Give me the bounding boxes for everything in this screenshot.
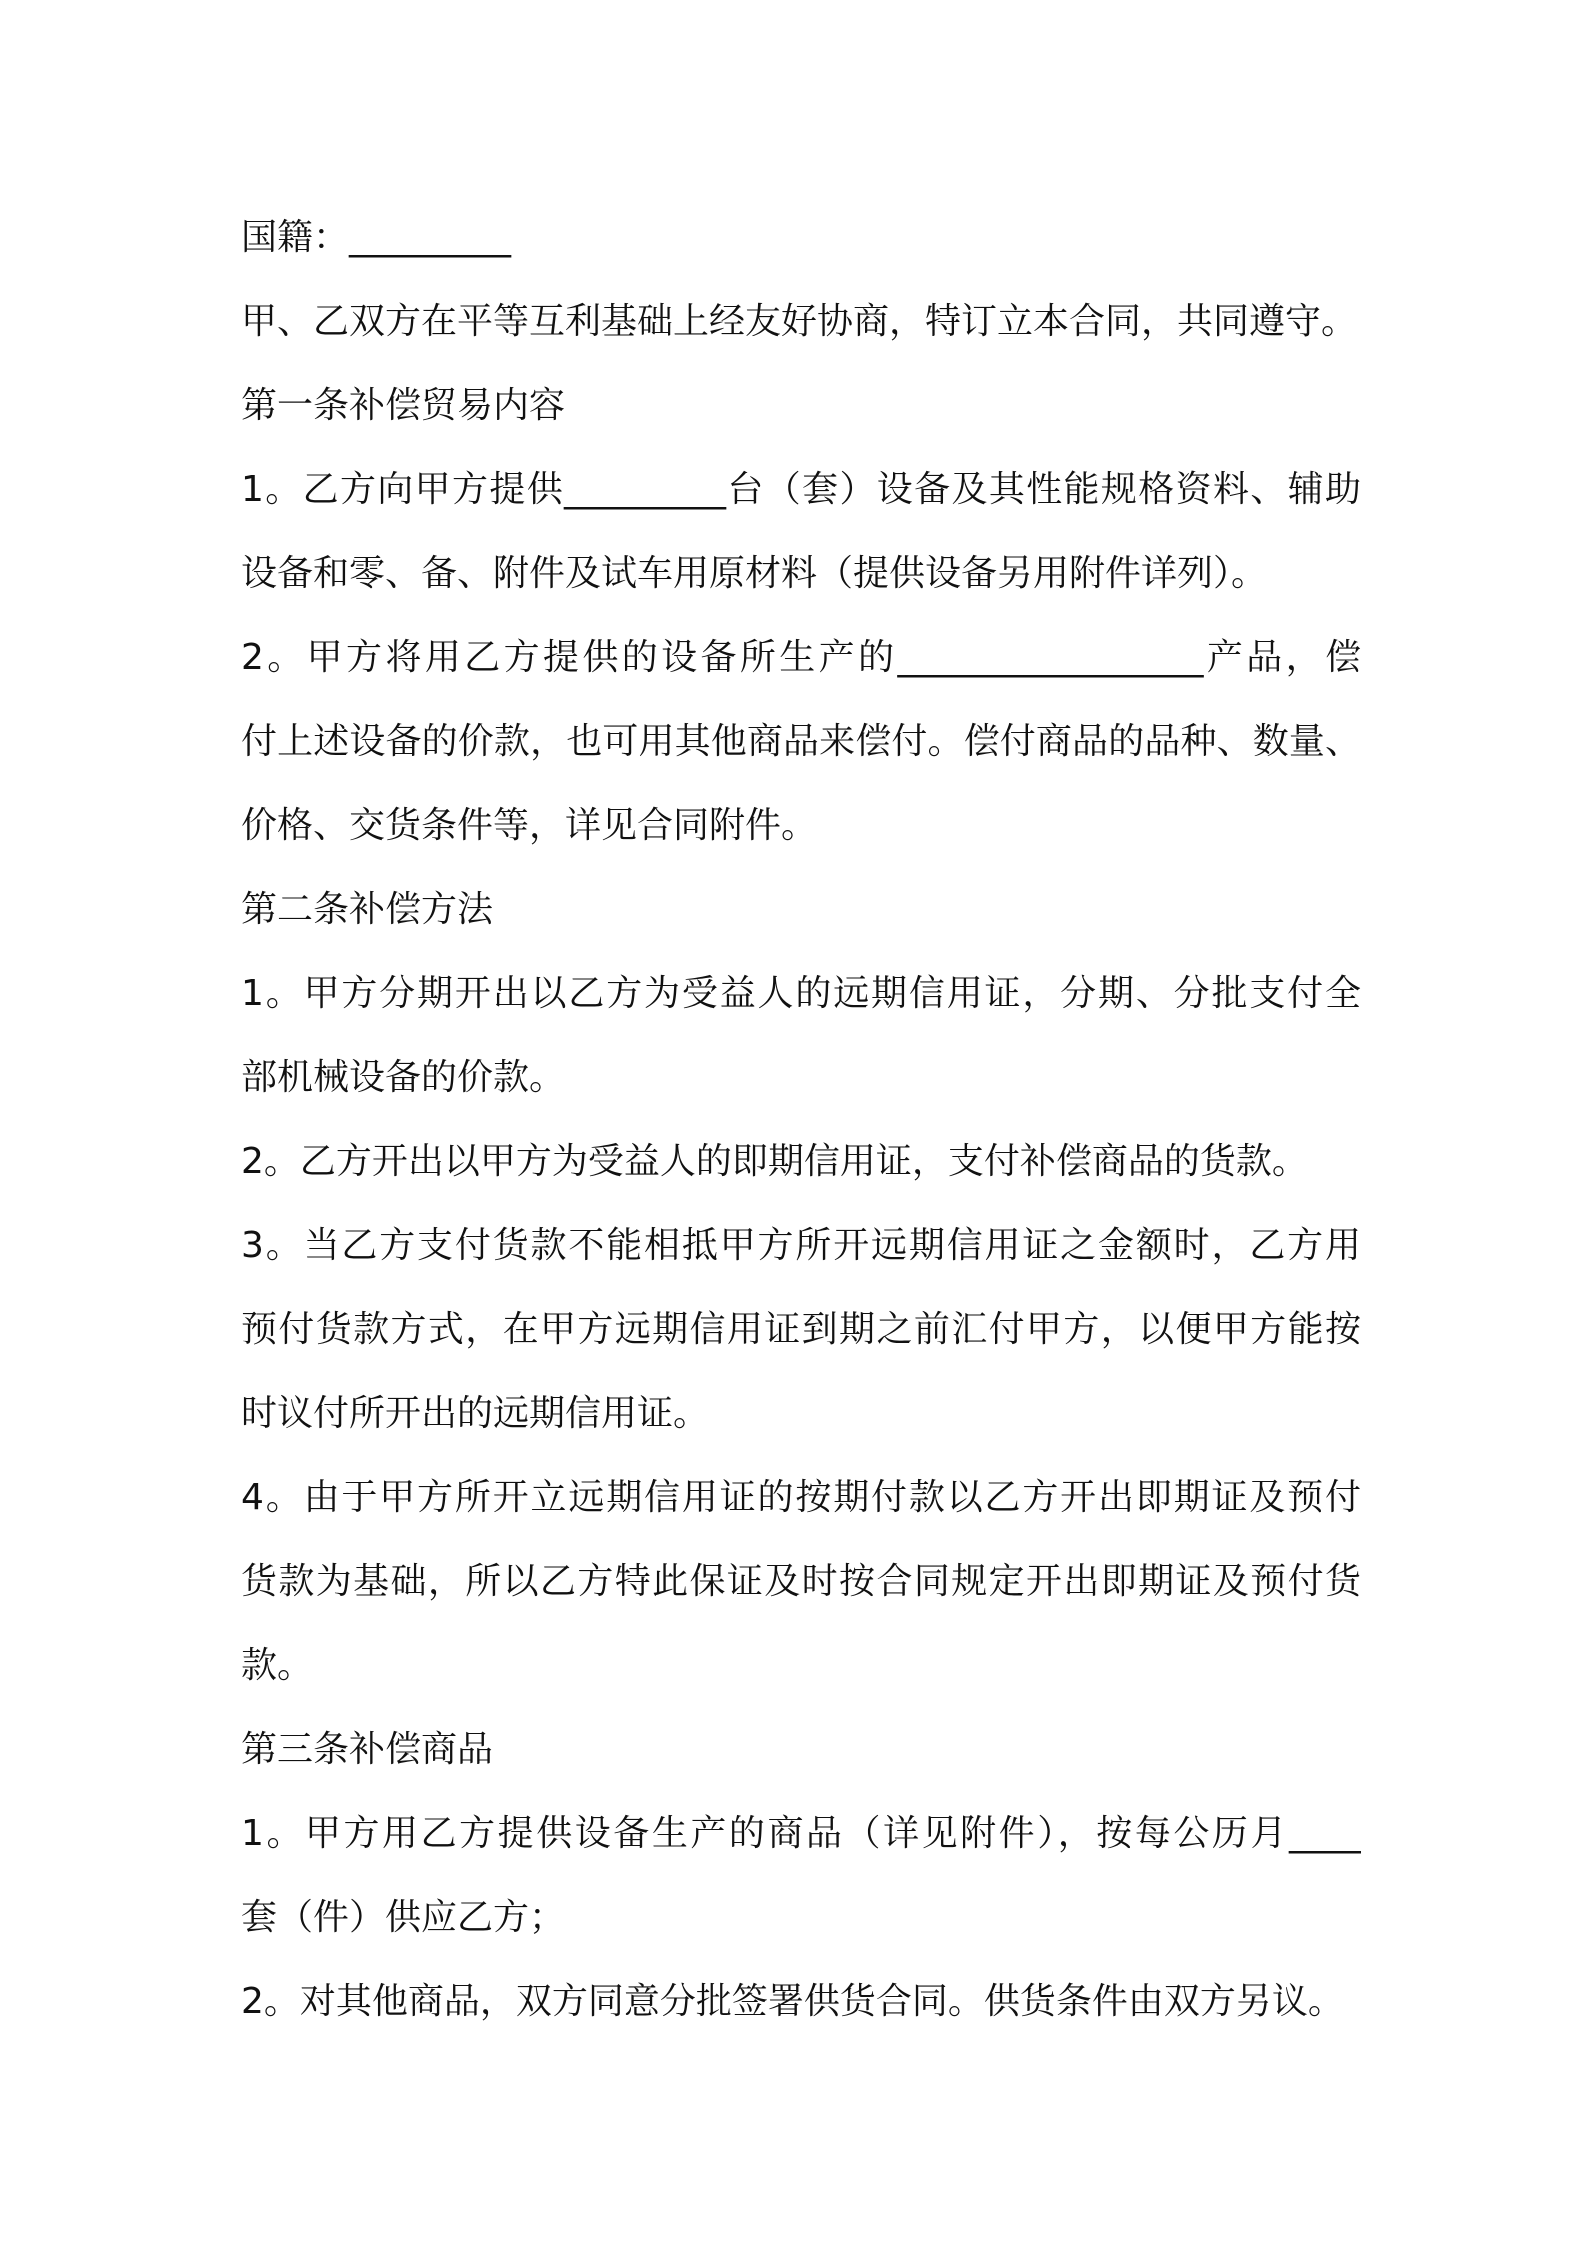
nationality-line: 国籍：_________ bbox=[241, 217, 512, 258]
article-2-clause-3-line-1: 3。当乙方支付货款不能相抵甲方所开远期信用证之金额时，乙方用 bbox=[241, 1225, 1361, 1266]
article-2-clause-3-line-2: 预付货款方式，在甲方远期信用证到期之前汇付甲方，以便甲方能按 bbox=[241, 1309, 1361, 1350]
article-2-clause-4-line-2: 货款为基础，所以乙方特此保证及时按合同规定开出即期证及预付货 bbox=[241, 1561, 1361, 1602]
article-1-clause-2-line-2: 付上述设备的价款，也可用其他商品来偿付。偿付商品的品种、数量、 bbox=[241, 721, 1361, 762]
contract-text bbox=[241, 196, 1361, 2044]
article-3-clause-2-line-1: 2。对其他商品，双方同意分批签署供货合同。供货条件由双方另议。 bbox=[241, 1981, 1344, 2022]
article-2-clause-1-line-1: 1。甲方分期开出以乙方为受益人的远期信用证，分期、分批支付全 bbox=[241, 973, 1361, 1014]
article-2-clause-1-line-2: 部机械设备的价款。 bbox=[241, 1057, 566, 1098]
article-1-clause-2-line-3: 价格、交货条件等，详见合同附件。 bbox=[241, 805, 818, 846]
article-2-clause-3-line-3: 时议付所开出的远期信用证。 bbox=[241, 1393, 710, 1434]
article-1-clause-2-line-1: 2。甲方将用乙方提供的设备所生产的_________________产品，偿 bbox=[241, 637, 1361, 678]
article-2-heading: 第二条补偿方法 bbox=[241, 889, 494, 930]
article-1-heading: 第一条补偿贸易内容 bbox=[241, 385, 566, 426]
article-1-clause-1-line-1: 1。乙方向甲方提供_________台（套）设备及其性能规格资料、辅助 bbox=[241, 469, 1361, 510]
article-2-clause-4-line-1: 4。由于甲方所开立远期信用证的按期付款以乙方开出即期证及预付 bbox=[241, 1477, 1361, 1518]
article-2-clause-2-line-1: 2。乙方开出以甲方为受益人的即期信用证，支付补偿商品的货款。 bbox=[241, 1141, 1308, 1182]
preamble-line: 甲、乙双方在平等互利基础上经友好协商，特订立本合同，共同遵守。 bbox=[241, 301, 1358, 342]
article-3-heading: 第三条补偿商品 bbox=[241, 1729, 494, 1770]
article-2-clause-4-line-3: 款。 bbox=[241, 1645, 314, 1686]
article-3-clause-1-line-2: 套（件）供应乙方； bbox=[241, 1897, 566, 1938]
article-3-clause-1-line-1: 1。甲方用乙方提供设备生产的商品（详见附件），按每公历月____ bbox=[241, 1813, 1361, 1854]
article-1-clause-1-line-2: 设备和零、备、附件及试车用原材料（提供设备另用附件详列）。 bbox=[241, 553, 1268, 594]
